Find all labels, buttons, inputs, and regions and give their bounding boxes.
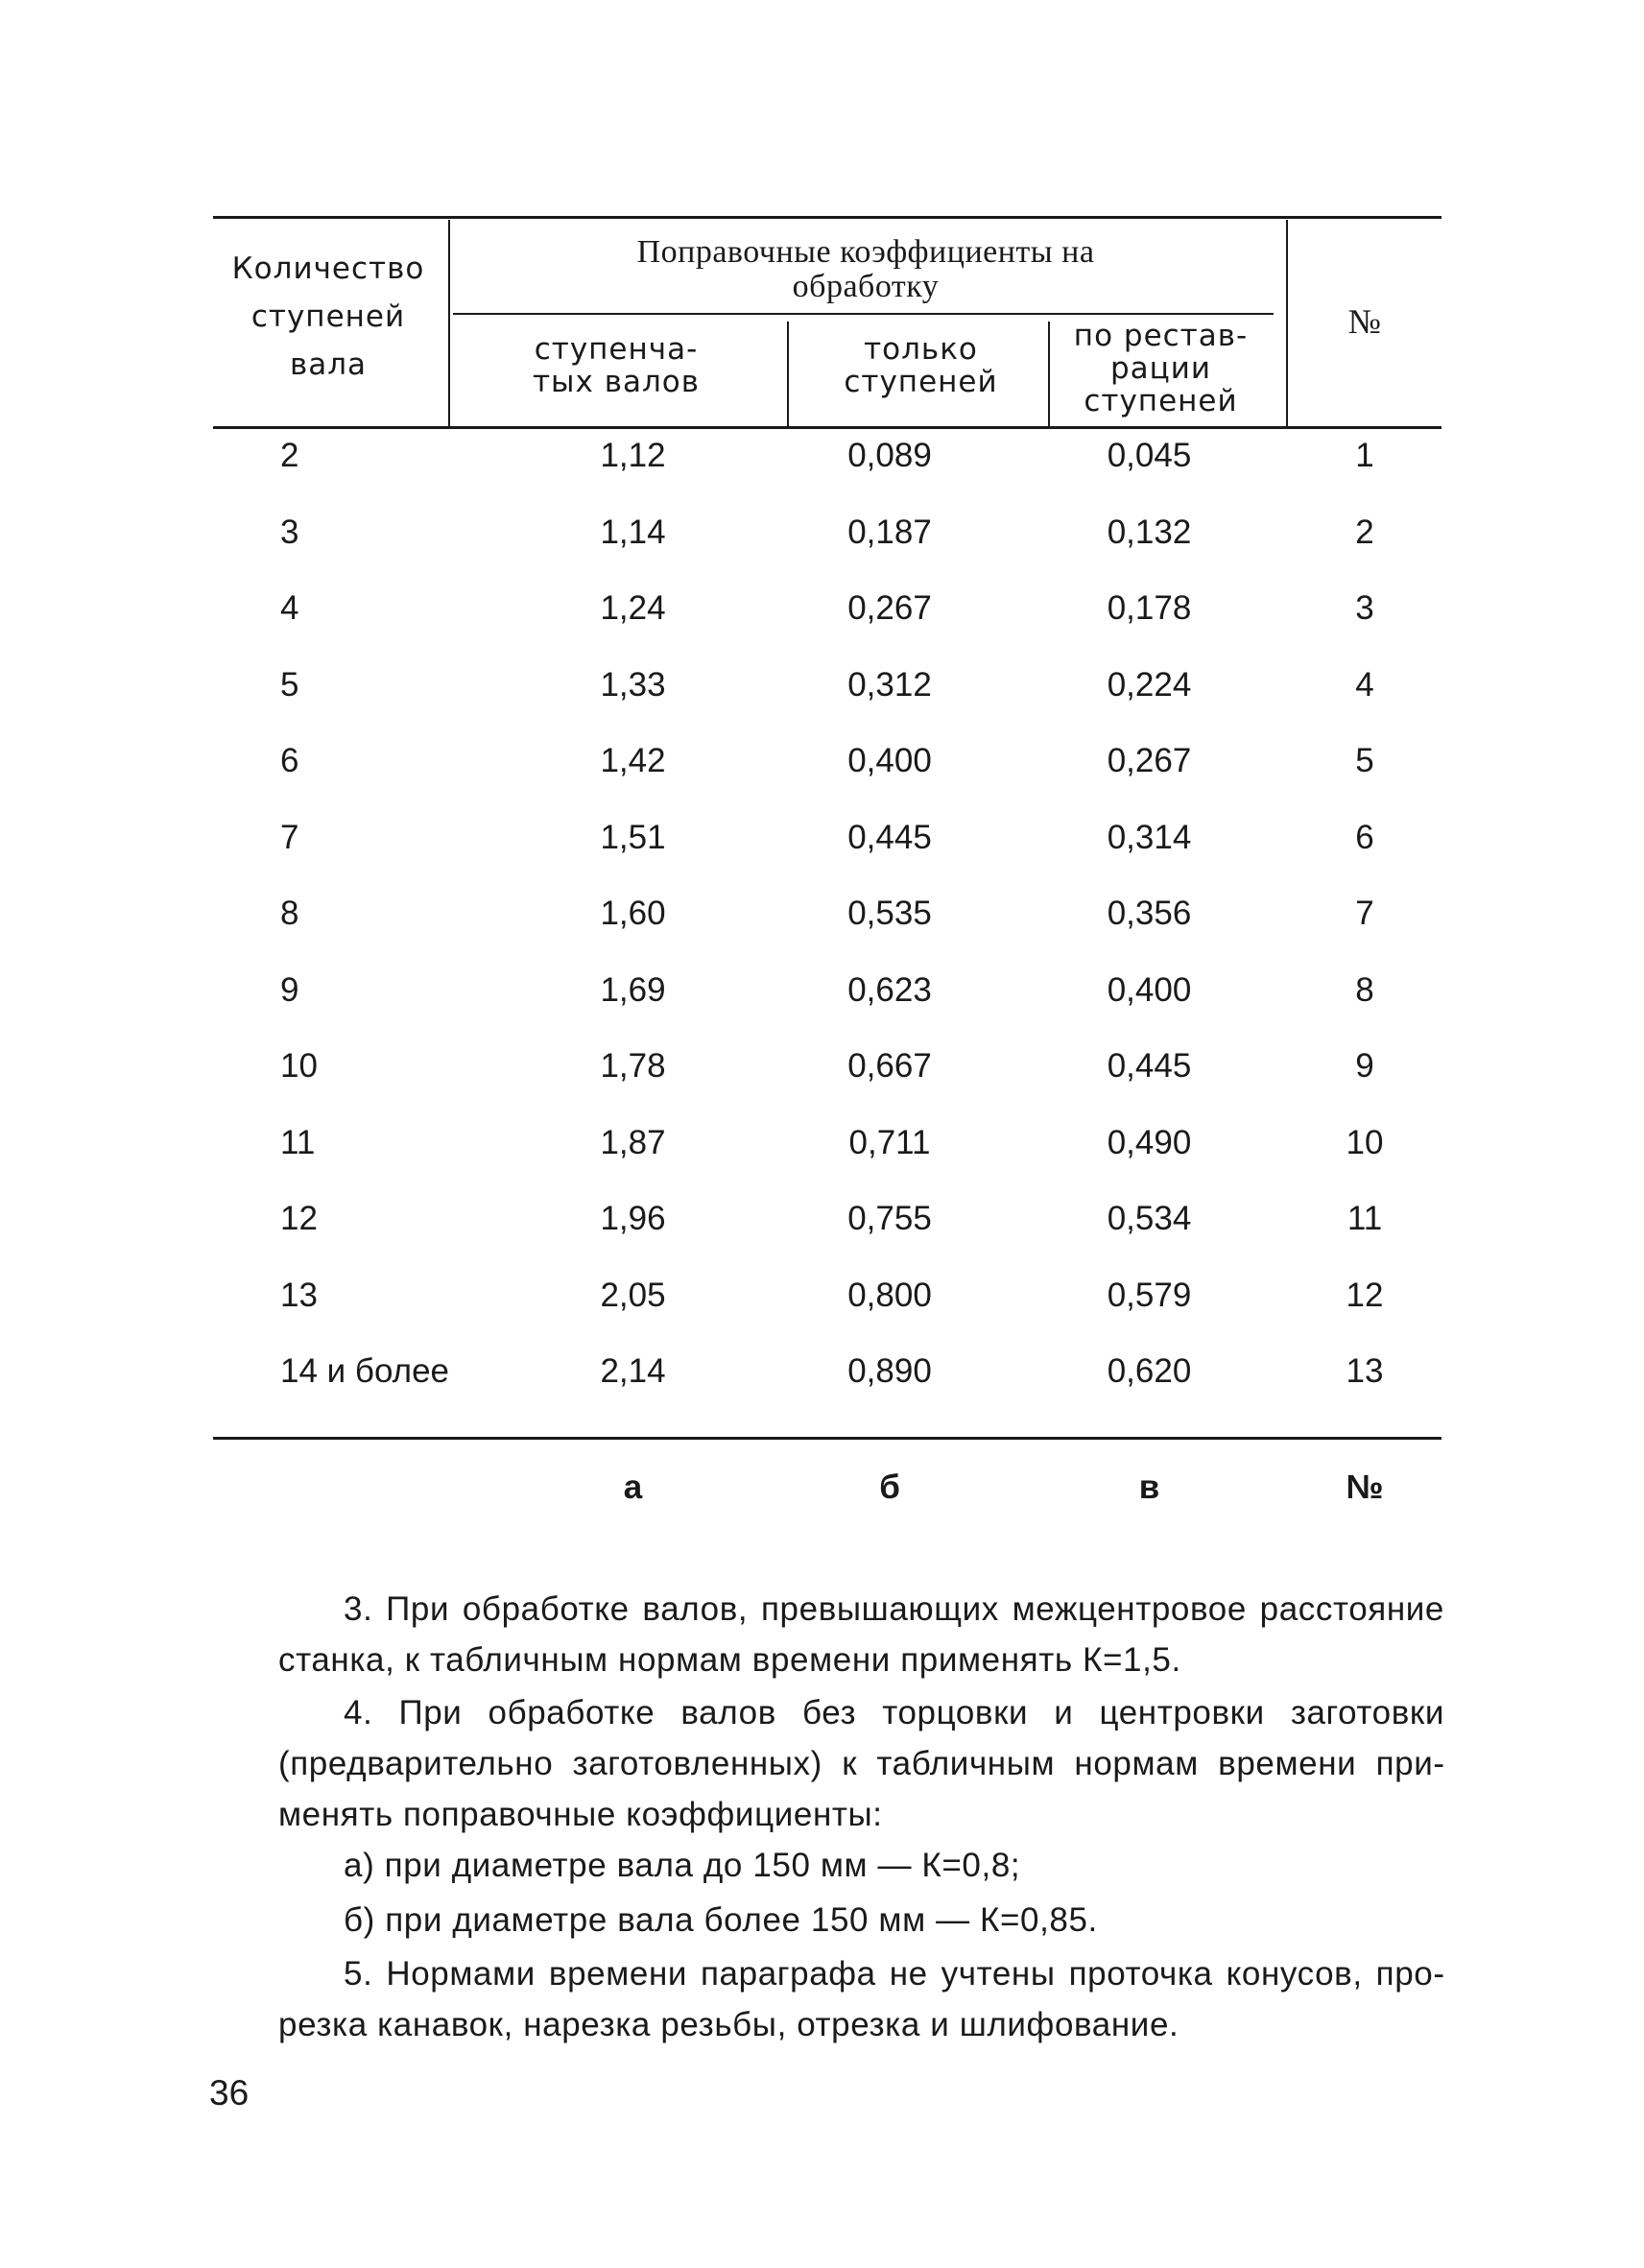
cell-number: 7	[1355, 895, 1374, 932]
cell-steps: 2	[280, 437, 299, 474]
header-col-a: ступенча- тых валов	[532, 332, 701, 399]
cell-stepped-shafts: 1,51	[600, 818, 666, 856]
cell-steps-only: 0,312	[847, 665, 932, 704]
table-row	[213, 952, 1441, 1029]
table-row	[213, 1181, 1441, 1257]
cell-number: 5	[1355, 742, 1374, 779]
cell-steps-only: 0,535	[847, 895, 932, 932]
cell-steps-only: 0,755	[847, 1200, 932, 1237]
cell-stepped-shafts: 1,96	[600, 1200, 666, 1237]
cell-number: 12	[1346, 1276, 1384, 1314]
table-row	[213, 570, 1441, 647]
cell-steps-only: 0,445	[847, 818, 932, 856]
cell-stepped-shafts: 1,87	[600, 1123, 666, 1161]
cell-restoration: 0,400	[1107, 970, 1192, 1009]
header-col-b: только ступеней	[844, 332, 998, 399]
footer-label-b: б	[879, 1468, 900, 1506]
cell-stepped-shafts: 1,24	[600, 589, 666, 627]
note-3: 3. При обработке валов, превышающих межцентровое расстояние станка, к табличным нормам времени применять К=1,5.	[278, 1590, 1444, 1679]
cell-number: 6	[1355, 818, 1374, 856]
cell-stepped-shafts: 1,78	[600, 1047, 666, 1085]
cell-steps-only: 0,187	[847, 513, 932, 551]
cell-steps: 13	[280, 1276, 318, 1314]
cell-number: 8	[1355, 970, 1374, 1009]
cell-number: 9	[1355, 1047, 1374, 1085]
table-row	[213, 800, 1441, 876]
cell-number: 3	[1355, 589, 1374, 627]
table-bottom-rule	[213, 1437, 1441, 1440]
note-4: 4. При обработке валов без торцовки и центровки заготовки (предварительно заготовленных) к табличным нормам времени применять поправочные коэффициенты:	[278, 1694, 1444, 1833]
cell-number: 1	[1355, 437, 1374, 474]
cell-steps: 11	[280, 1123, 316, 1161]
cell-stepped-shafts: 1,69	[600, 970, 666, 1009]
note-4b: б) при диаметре вала более 150 мм — К=0,85.	[344, 1901, 1098, 1939]
footer-label-n: №	[1346, 1468, 1384, 1506]
cell-stepped-shafts: 1,12	[600, 437, 666, 474]
cell-restoration: 0,620	[1107, 1352, 1192, 1390]
group-underline	[453, 313, 1274, 315]
cell-steps: 4	[280, 589, 299, 627]
cell-number: 4	[1355, 665, 1374, 704]
table-row	[213, 1257, 1441, 1334]
cell-restoration: 0,356	[1107, 895, 1192, 932]
header-group-title: Поправочные коэффициенты на обработку	[636, 234, 1095, 304]
table-row	[213, 1333, 1441, 1410]
cell-steps-only: 0,711	[848, 1123, 931, 1161]
cell-stepped-shafts: 1,14	[600, 513, 666, 551]
footer-label-a: а	[623, 1468, 643, 1506]
table-top-rule	[213, 216, 1441, 219]
sub-divider-1	[787, 322, 789, 427]
cell-restoration: 0,314	[1107, 818, 1192, 856]
cell-stepped-shafts: 2,05	[600, 1276, 666, 1314]
cell-stepped-shafts: 1,42	[600, 742, 666, 779]
cell-restoration: 0,445	[1107, 1047, 1192, 1085]
cell-steps: 8	[280, 895, 299, 932]
cell-steps-only: 0,890	[847, 1352, 932, 1390]
cell-steps: 10	[280, 1047, 318, 1085]
cell-restoration: 0,579	[1107, 1276, 1192, 1314]
cell-steps: 7	[280, 818, 299, 856]
note-4a: а) при диаметре вала до 150 мм — К=0,8;	[344, 1847, 1021, 1884]
table-row	[213, 723, 1441, 800]
cell-steps-only: 0,800	[847, 1276, 932, 1314]
footer-label-v: в	[1138, 1468, 1160, 1506]
note-5: 5. Нормами времени параграфа не учтены проточка конусов, прорезка канавок, нарезка резьбы, отрезка и шлифование.	[278, 1955, 1444, 2043]
cell-steps: 9	[280, 970, 299, 1009]
header-col-n: №	[1347, 302, 1382, 341]
cell-steps: 6	[280, 742, 299, 779]
table-row	[213, 418, 1441, 494]
cell-restoration: 0,267	[1107, 742, 1192, 779]
cell-steps: 3	[280, 513, 299, 551]
header-steps: Количество ступеней вала	[231, 251, 425, 382]
cell-number: 10	[1346, 1123, 1384, 1161]
page-number: 36	[209, 2073, 250, 2113]
table-row	[213, 1028, 1441, 1105]
cell-stepped-shafts: 1,33	[600, 665, 666, 704]
table-row	[213, 647, 1441, 724]
cell-steps: 14 и более	[280, 1352, 450, 1390]
cell-steps-only: 0,089	[847, 437, 932, 474]
cell-stepped-shafts: 1,60	[600, 895, 666, 932]
table-row	[213, 875, 1441, 952]
cell-number: 11	[1346, 1200, 1383, 1237]
cell-steps-only: 0,400	[847, 742, 932, 779]
cell-steps: 5	[280, 665, 299, 704]
cell-restoration: 0,045	[1107, 437, 1192, 474]
cell-restoration: 0,132	[1107, 513, 1192, 551]
table-row	[213, 1105, 1441, 1182]
cell-restoration: 0,178	[1107, 589, 1192, 627]
cell-steps: 12	[280, 1200, 318, 1237]
header-col-v: по рестав- рации ступеней	[1073, 319, 1249, 418]
cell-restoration: 0,490	[1107, 1123, 1192, 1161]
sub-divider-2	[1048, 322, 1050, 427]
cell-steps-only: 0,267	[847, 589, 932, 627]
cell-restoration: 0,534	[1107, 1200, 1192, 1237]
table-row	[213, 494, 1441, 571]
cell-steps-only: 0,623	[847, 970, 932, 1009]
cell-steps-only: 0,667	[847, 1047, 932, 1085]
cell-stepped-shafts: 2,14	[600, 1352, 666, 1390]
cell-restoration: 0,224	[1107, 665, 1192, 704]
cell-number: 2	[1355, 513, 1374, 551]
cell-number: 13	[1346, 1352, 1384, 1390]
header-divider-1	[448, 220, 450, 426]
